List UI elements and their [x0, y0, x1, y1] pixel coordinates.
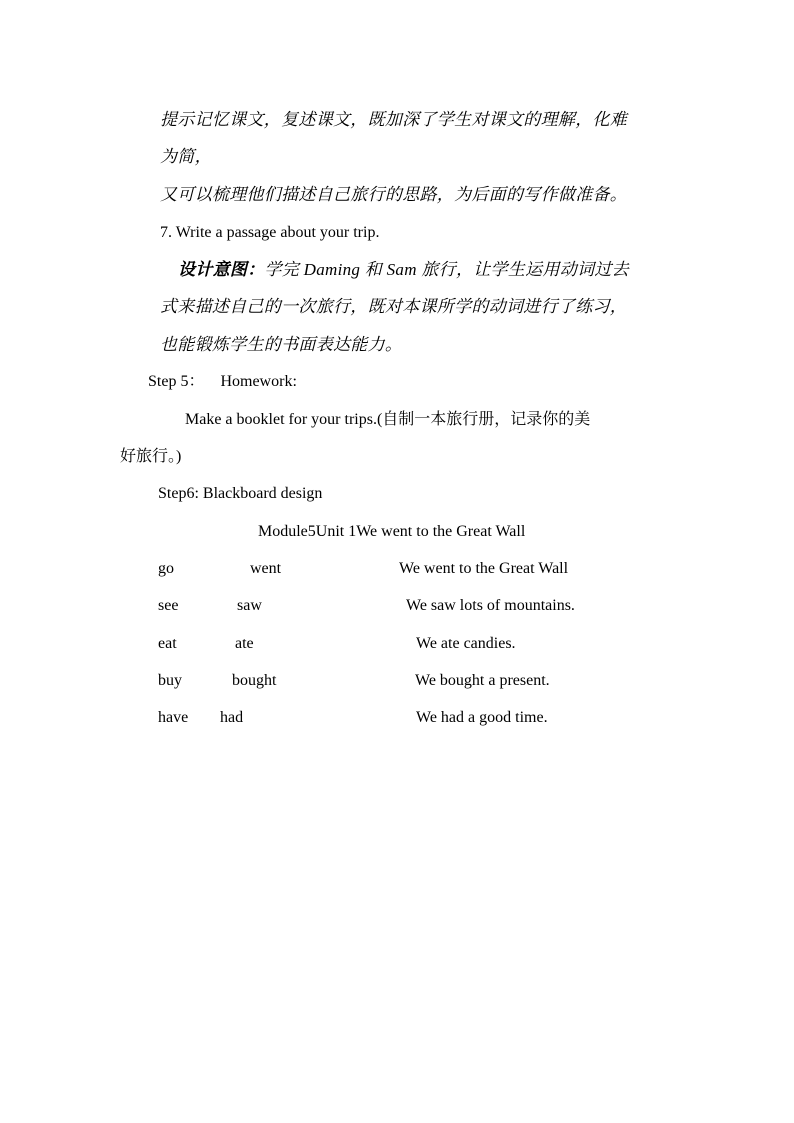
design-note-2-line-3: 也能锻炼学生的书面表达能力。 — [160, 335, 403, 354]
board-sentence: We ate candies. — [416, 635, 516, 652]
design-note-1-line-1: 提示记忆课文，复述课文，既加深了学生对课文的理解，化难 — [160, 110, 628, 129]
board-base-verb: buy — [158, 672, 182, 689]
task-7: 7. Write a passage about your trip. — [160, 224, 380, 241]
design-note-2-line-2: 式来描述自己的一次旅行，既对本课所学的动词进行了练习， — [160, 297, 628, 316]
board-sentence: We saw lots of mountains. — [406, 597, 575, 614]
board-past-verb: saw — [237, 597, 262, 614]
homework-line-2: 好旅行。) — [120, 448, 182, 465]
step-6-heading: Step6: Blackboard design — [158, 485, 323, 502]
board-past-verb: bought — [232, 672, 277, 689]
design-intent-label: 设计意图： — [178, 260, 265, 279]
board-base-verb: have — [158, 709, 189, 726]
board-sentence: We went to the Great Wall — [399, 560, 569, 577]
step-5-label: Step 5： — [148, 373, 205, 390]
board-base-verb: go — [158, 560, 174, 577]
design-note-2-line-1 — [178, 260, 629, 280]
board-base-verb: see — [158, 597, 179, 614]
board-past-verb: had — [220, 709, 244, 726]
step-5-title: Homework: — [220, 373, 297, 390]
board-past-verb: ate — [235, 635, 254, 652]
board-past-verb: went — [250, 560, 282, 577]
board-base-verb: eat — [158, 635, 177, 652]
homework-line-1: Make a booklet for your trips.(自制一本旅行册，记录你的美 — [185, 411, 591, 428]
design-note-1-line-3: 又可以梳理他们描述自己旅行的思路，为后面的写作做准备。 — [160, 185, 628, 204]
board-sentence: We had a good time. — [416, 709, 548, 726]
design-note-2-text: 学完 Daming 和 Sam 旅行，让学生运用动词过去 — [264, 260, 629, 279]
step-5-heading — [148, 372, 297, 392]
design-note-1-line-2: 为简， — [160, 147, 212, 166]
board-title: Module5Unit 1We went to the Great Wall — [258, 523, 526, 540]
board-sentence: We bought a present. — [415, 672, 550, 689]
